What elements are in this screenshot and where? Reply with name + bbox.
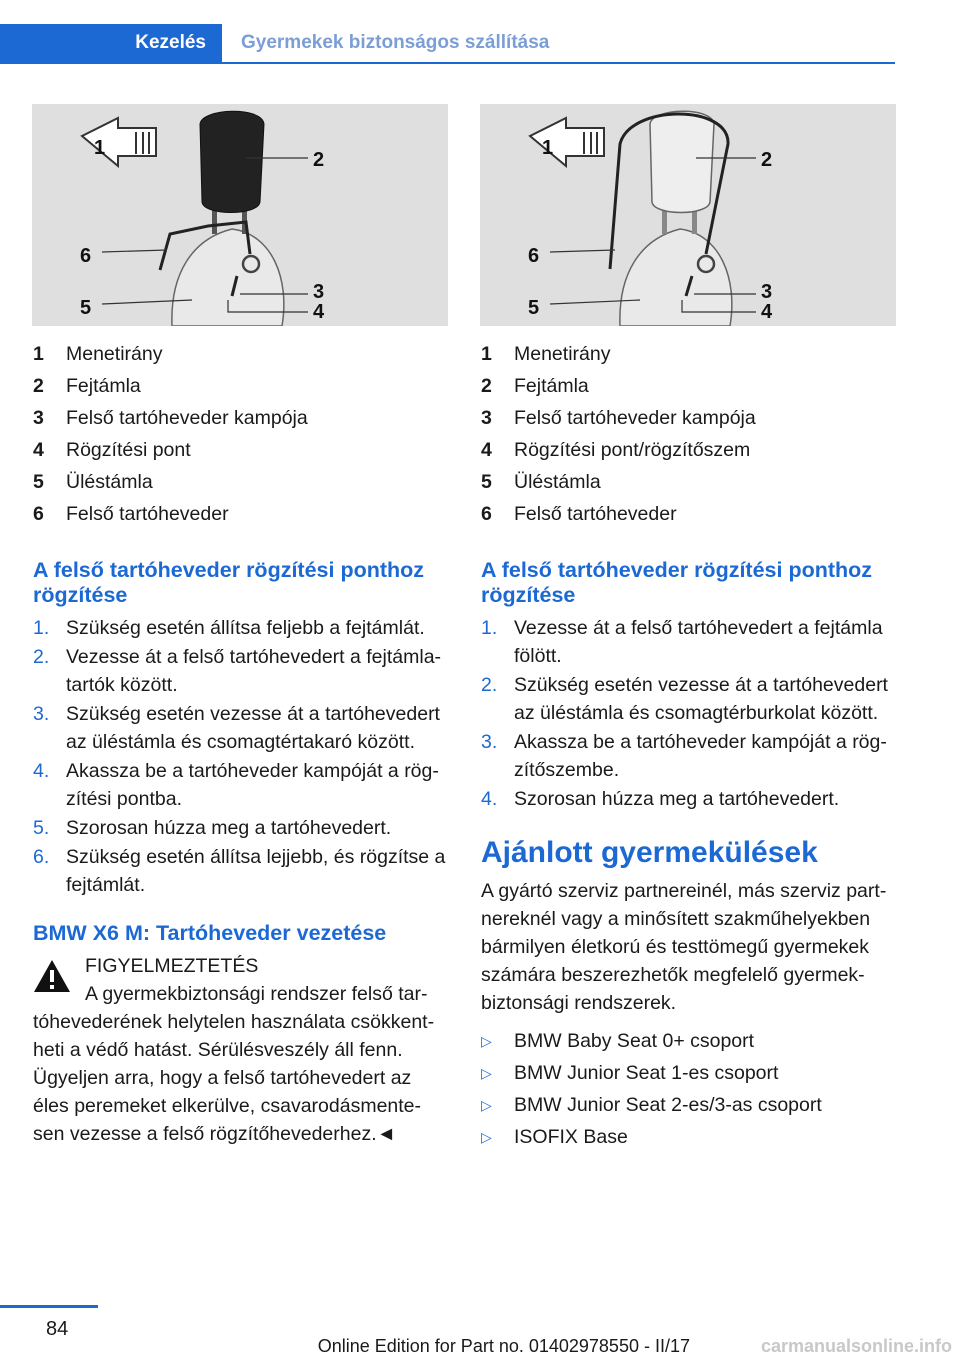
- step-item: [33, 643, 448, 699]
- legend-text: Felső tartóheveder: [66, 502, 229, 525]
- watermark[interactable]: carmanualsonline.info: [760, 1336, 952, 1356]
- figure-headrest-right: [480, 104, 896, 326]
- step-text: Szorosan húzza meg a tartóhevedert.: [514, 788, 840, 810]
- step-item: [33, 757, 448, 813]
- step-number: 2.: [481, 674, 498, 696]
- step-text: Szorosan húzza meg a tartóhevedert.: [66, 817, 392, 839]
- page-number: 84: [46, 1318, 69, 1340]
- edition-text: Online Edition for Part no. 01402978550 - II/17: [317, 1336, 690, 1356]
- page-header: [0, 24, 895, 64]
- callout-2: 2: [313, 149, 325, 171]
- step-item: [481, 671, 896, 727]
- warning-icon: [33, 958, 71, 994]
- section-title-child-seats: Ajánlott gyermekülések: [481, 836, 818, 869]
- legend-number: 5: [481, 470, 492, 493]
- legend-number: 4: [481, 438, 492, 461]
- step-number: 3.: [33, 703, 50, 725]
- step-text: Szükség esetén vezesse át a tartóhevedert az üléstámla és csomagtértakaró között.: [66, 703, 440, 753]
- section-heading: A felső tartóheveder rögzítési ponthoz rögzítése: [33, 558, 425, 607]
- chapter-title[interactable]: Gyermekek biztonságos szállítása: [241, 32, 550, 53]
- step-number: 4.: [33, 760, 50, 782]
- legend-number: 2: [481, 374, 492, 397]
- step-number: 3.: [481, 731, 498, 753]
- legend-number: 1: [481, 342, 492, 365]
- step-number: 4.: [481, 788, 498, 810]
- legend-item: [481, 338, 896, 370]
- headrest-illustration-left: [32, 104, 448, 326]
- triangle-bullet-icon: ▷: [481, 1033, 492, 1049]
- list-item: [481, 1121, 896, 1153]
- steps-list: [481, 614, 896, 813]
- legend-item: [481, 370, 896, 402]
- callout-4: 4: [313, 301, 325, 323]
- step-number: 2.: [33, 646, 50, 668]
- right-column: [481, 338, 896, 1153]
- child-seat-list: [481, 1025, 896, 1153]
- legend-text: Üléstámla: [66, 470, 153, 493]
- callout-3: 3: [761, 281, 773, 303]
- legend-item: [33, 370, 448, 402]
- list-item-text: BMW Junior Seat 1-es csoport: [514, 1062, 779, 1084]
- legend-number: 1: [33, 342, 44, 365]
- headrest-illustration-right: [480, 104, 896, 326]
- legend-item: [33, 434, 448, 466]
- list-item-text: ISOFIX Base: [514, 1126, 628, 1148]
- legend-item: [481, 434, 896, 466]
- callout-3: 3: [313, 281, 325, 303]
- legend-number: 6: [481, 502, 492, 525]
- legend-text: Üléstámla: [514, 470, 601, 493]
- legend-item: [33, 466, 448, 498]
- section-tab[interactable]: Kezelés: [0, 24, 222, 62]
- step-text: Vezesse át a felső tartóhevedert a fejtámla fölött.: [514, 617, 883, 667]
- left-column: [33, 338, 448, 1148]
- callout-1: 1: [94, 137, 106, 159]
- list-item: [481, 1057, 896, 1089]
- intro-paragraph: A gyártó szerviz partnereinél, más szerviz part-nereknél vagy a minősített szakműhelyekben bármilyen életkorú és testtömegű gyermekek számára beszerezhetők megfelelő gyermek-biztonsági rendszerek.: [481, 880, 887, 1014]
- step-text: Szükség esetén vezesse át a tartóhevedert az üléstámla és csomagtérburkolat között.: [514, 674, 888, 724]
- legend-number: 3: [33, 406, 44, 429]
- section-heading: A felső tartóheveder rögzítési ponthoz rögzítése: [481, 558, 873, 607]
- callout-4: 4: [761, 301, 773, 323]
- step-text: Akassza be a tartóheveder kampóját a rög-zítőszembe.: [514, 731, 887, 781]
- step-text: Vezesse át a felső tartóhevedert a fejtámla-tartók között.: [66, 646, 442, 696]
- list-item-text: BMW Baby Seat 0+ csoport: [514, 1030, 755, 1052]
- warning-text: A gyermekbiztonsági rendszer felső tar-tóhevederének helytelen használata csökkent-heti a védő hatást. Sérülésveszély áll fenn. Ügyeljen arra, hogy a felső tartóhevedert az éles peremeket elkerülve, csavarodásmente-sen vezesse a felső rögzítőhevederhez.◄: [33, 983, 435, 1145]
- triangle-bullet-icon: ▷: [481, 1065, 492, 1081]
- legend-item: [481, 402, 896, 434]
- legend-text: Rögzítési pont: [66, 438, 191, 461]
- step-item: [481, 785, 896, 813]
- footer-accent-line: [0, 1305, 98, 1308]
- legend-number: 3: [481, 406, 492, 429]
- step-text: Szükség esetén állítsa lejjebb, és rögzítse a fejtámlát.: [66, 846, 446, 896]
- legend-text: Felső tartóheveder: [514, 502, 677, 525]
- section-heading-x6m: BMW X6 M: Tartóheveder vezetése: [33, 921, 387, 945]
- warning-block: [33, 952, 448, 1148]
- legend-number: 4: [33, 438, 44, 461]
- legend-item: [33, 402, 448, 434]
- step-number: 6.: [33, 846, 50, 868]
- step-item: [481, 728, 896, 784]
- legend-text: Menetirány: [66, 342, 163, 365]
- callout-6: 6: [528, 245, 540, 267]
- step-item: [33, 700, 448, 756]
- legend-right: [481, 338, 896, 530]
- step-text: Szükség esetén állítsa feljebb a fejtámlát.: [66, 617, 425, 639]
- legend-left: [33, 338, 448, 530]
- steps-list: [33, 614, 448, 899]
- step-text: Akassza be a tartóheveder kampóját a rög-zítési pontba.: [66, 760, 439, 810]
- warning-title: FIGYELMEZTETÉS: [85, 955, 259, 977]
- step-item: [33, 814, 448, 842]
- legend-text: Rögzítési pont/rögzítőszem: [514, 438, 751, 461]
- legend-text: Felső tartóheveder kampója: [66, 406, 308, 429]
- legend-item: [481, 498, 896, 530]
- step-item: [481, 614, 896, 670]
- callout-5: 5: [80, 297, 92, 319]
- triangle-bullet-icon: ▷: [481, 1097, 492, 1113]
- step-number: 1.: [33, 617, 50, 639]
- legend-item: [481, 466, 896, 498]
- step-number: 1.: [481, 617, 498, 639]
- legend-item: [33, 338, 448, 370]
- legend-text: Fejtámla: [514, 374, 589, 397]
- legend-text: Felső tartóheveder kampója: [514, 406, 756, 429]
- figure-headrest-left: [32, 104, 448, 326]
- legend-number: 2: [33, 374, 44, 397]
- legend-number: 6: [33, 502, 44, 525]
- list-item: [481, 1089, 896, 1121]
- step-item: [33, 843, 448, 899]
- list-item: [481, 1025, 896, 1057]
- callout-6: 6: [80, 245, 92, 267]
- callout-5: 5: [528, 297, 540, 319]
- legend-number: 5: [33, 470, 44, 493]
- callout-2: 2: [761, 149, 773, 171]
- step-item: [33, 614, 448, 642]
- legend-text: Menetirány: [514, 342, 611, 365]
- legend-item: [33, 498, 448, 530]
- triangle-bullet-icon: ▷: [481, 1129, 492, 1145]
- step-number: 5.: [33, 817, 50, 839]
- legend-text: Fejtámla: [66, 374, 141, 397]
- list-item-text: BMW Junior Seat 2-es/3-as csoport: [514, 1094, 822, 1116]
- callout-1: 1: [542, 137, 554, 159]
